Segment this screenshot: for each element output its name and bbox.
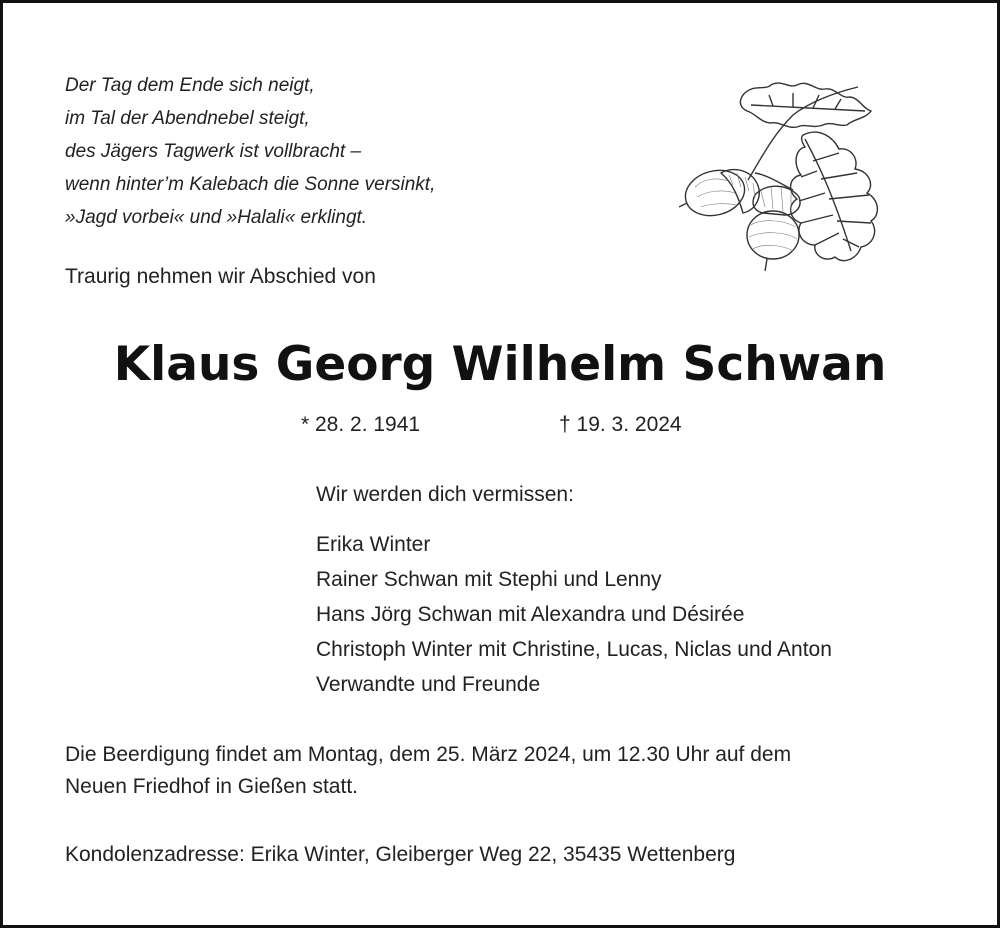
mourner-name: Verwandte und Freunde [316,673,541,696]
deceased-name: Klaus Georg Wilhelm Schwan [113,337,887,392]
poem-line: »Jagd vorbei« und »Halali« erklingt. [65,207,368,228]
funeral-line: Neuen Friedhof in Gießen statt. [65,775,358,798]
poem-line: des Jägers Tagwerk ist vollbracht – [65,141,362,162]
mourner-name: Hans Jörg Schwan mit Alexandra und Désirée [316,603,745,626]
condolence-address: Kondolenzadresse: Erika Winter, Gleiberger Weg 22, 35435 Wettenberg [65,843,736,866]
funeral-info [65,739,945,803]
poem-line: wenn hinter’m Kalebach die Sonne versinkt, [65,174,436,195]
poem-line: Der Tag dem Ende sich neigt, [65,75,315,96]
intro-text: Traurig nehmen wir Abschied von [65,265,376,288]
mourners-list [316,483,832,702]
mourner-name: Erika Winter [316,533,431,556]
death-date: † 19. 3. 2024 [559,413,682,436]
funeral-line: Die Beerdigung findet am Montag, dem 25. März 2024, um 12.30 Uhr auf dem [65,743,792,766]
birth-date: * 28. 2. 1941 [301,413,421,436]
mourners-heading: Wir werden dich vermissen: [316,483,574,506]
mourner-name: Christoph Winter mit Christine, Lucas, Niclas und Anton [316,638,832,661]
mourner-name: Rainer Schwan mit Stephi und Lenny [316,568,662,591]
poem [65,69,435,234]
oak-leaves-acorns-icon [643,75,943,275]
poem-line: im Tal der Abendnebel steigt, [65,108,310,129]
